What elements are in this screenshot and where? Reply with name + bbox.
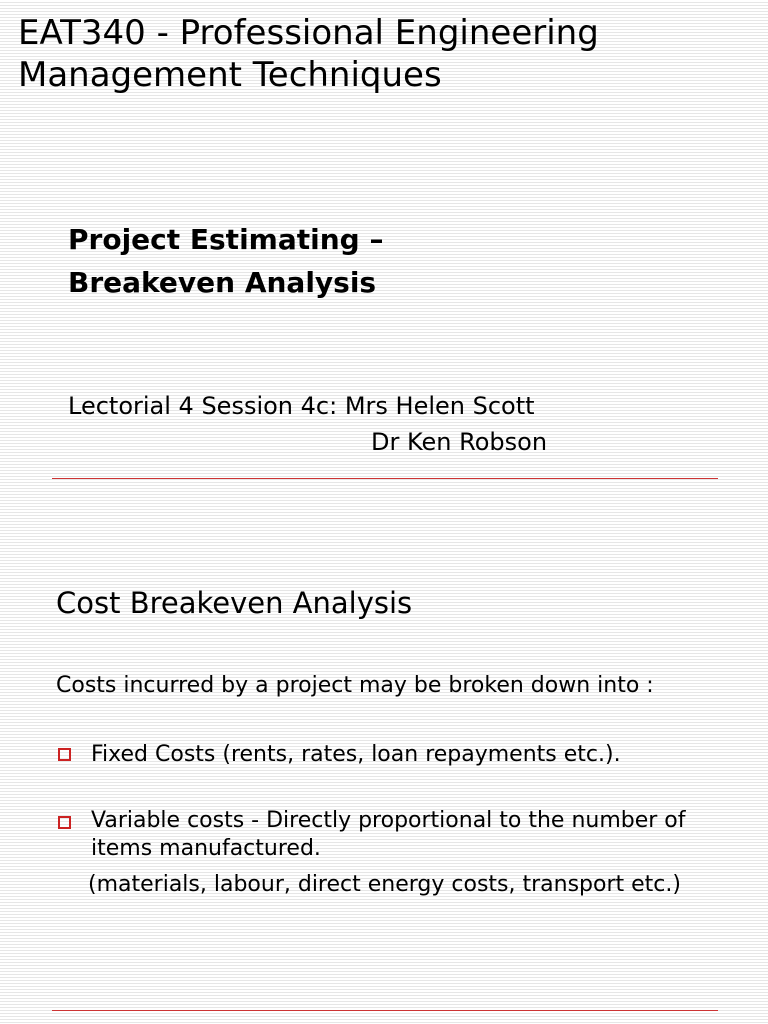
bullet-variable-costs xyxy=(91,807,751,863)
presenter-line: Lectorial 4 Session 4c: Mrs Helen Scott xyxy=(68,392,535,420)
slide1-title-line1: EAT340 - Professional Engineering xyxy=(18,13,599,53)
bullet-variable-costs-line1: Variable costs - Directly proportional to the number of xyxy=(91,808,686,833)
slide1-title-line2: Management Techniques xyxy=(18,55,442,95)
slide1-subtitle-line1: Project Estimating – xyxy=(68,223,384,256)
slide1-subtitle xyxy=(68,218,383,304)
slide2-intro: Costs incurred by a project may be broken down into : xyxy=(56,673,654,698)
slide1-subtitle-line2: Breakeven Analysis xyxy=(68,266,377,299)
slide-divider xyxy=(52,1010,718,1011)
bullet-variable-costs-examples: (materials, labour, direct energy costs, transport etc.) xyxy=(88,872,681,897)
slide-divider xyxy=(52,478,718,479)
slide2-title: Cost Breakeven Analysis xyxy=(56,586,413,620)
hollow-square-bullet-icon xyxy=(58,748,71,761)
presenter-line-2: Dr Ken Robson xyxy=(371,428,548,456)
hollow-square-bullet-icon xyxy=(58,816,71,829)
bullet-variable-costs-line2: items manufactured. xyxy=(91,836,321,861)
slide1-title xyxy=(18,12,599,96)
bullet-fixed-costs: Fixed Costs (rents, rates, loan repayments etc.). xyxy=(91,742,621,767)
